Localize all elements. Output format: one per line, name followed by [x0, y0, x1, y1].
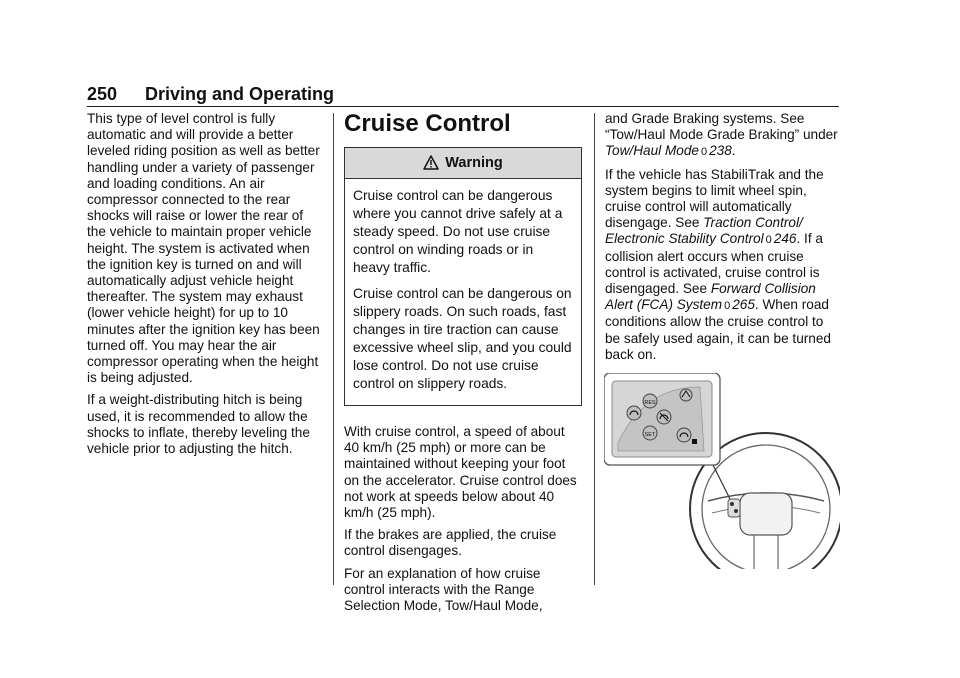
warning-header	[345, 148, 581, 179]
column-divider	[333, 113, 334, 585]
page-ref[interactable]: 246	[773, 231, 797, 247]
page-ref-icon: 0	[765, 234, 772, 247]
link-tow-haul-mode[interactable]: Tow/Haul Mode	[605, 143, 699, 159]
paragraph: For an explanation of how cruise control interacts with the Range Selection Mode, Tow/Haul Mode,	[344, 565, 543, 614]
paragraph: If the brakes are applied, the cruise control disengages.	[344, 527, 557, 559]
section-title: Driving and Operating	[145, 84, 335, 104]
link-forward-collision-alert[interactable]: Forward Collision Alert (FCA) System	[605, 281, 816, 313]
page-number: 250	[87, 84, 118, 104]
cancel-button	[657, 410, 671, 424]
page-ref[interactable]: 265	[732, 297, 755, 313]
res-label: RES	[644, 400, 656, 406]
column-divider	[594, 113, 595, 585]
paragraph: With cruise control, a speed of about 40 km/h (25 mph) or more can be maintained without keeping your foot on the accelerator. Cruise control does not work at speeds below about 40 km/h (25 mph).	[344, 424, 577, 521]
warning-box	[344, 147, 582, 406]
warning-paragraph: Cruise control can be dangerous on slippery roads. On such roads, fast changes in tire traction can cause excessive wheel slip, and you could lose control. Do not use cruise control on slippery roads.	[353, 286, 572, 391]
following-gap-button	[680, 389, 692, 401]
steering-wheel-svg	[604, 373, 840, 569]
warning-paragraph: Cruise control can be dangerous where you cannot drive safely at a steady speed. Do not use cruise control on winding roads or in heavy traffic.	[353, 188, 563, 275]
cruise-control-heading: Cruise Control	[344, 110, 511, 137]
steering-wheel-illustration	[604, 373, 840, 569]
page-ref[interactable]: 238	[709, 143, 732, 159]
paragraph: This type of level control is fully automatic and will provide a better leveled riding position as well as better handling under a variety of passenger and loading conditions. An air compressor connected to the rear shocks will raise or lower the rear of the vehicle to maintain proper vehicle height. The system is activated when the ignition key is turned on and will automatically adjust vehicle height thereafter. The system may exhaust (lower vehicle height) for up to 10 minutes after the ignition key has been turned off. You may hear the air compressor operating when the height is being adjusted.	[87, 111, 320, 386]
column-middle	[344, 111, 582, 620]
link-traction-control[interactable]: Traction Control/ Electronic Stability Control	[605, 215, 803, 247]
page-ref-icon: 0	[724, 300, 731, 313]
set-button	[643, 426, 657, 440]
warning-icon	[423, 155, 439, 171]
page-ref-icon: 0	[700, 146, 708, 159]
cruise-on-button	[627, 406, 641, 420]
paragraph: If a weight-distributing hitch is being used, it is recommended to allow the shocks to inflate, thereby leveling the vehicle prior to adjusting the hitch.	[87, 392, 310, 457]
warning-title: Warning	[445, 154, 503, 171]
res-button	[643, 394, 657, 408]
column-right	[605, 111, 841, 369]
warning-body	[345, 179, 581, 405]
paragraph: If the vehicle has StabiliTrak and the system begins to limit wheel spin, cruise control will automatically disengage. See Traction Control/ Electronic Stability Control 0 246. If a collision alert occurs when cruise control is activated, cruise control is disengaged. See Forward Collision Alert (FCA) System 0 265. When road conditions allow the cruise control to be safely used again, it can be turned back on.	[605, 166, 831, 362]
page-header	[87, 84, 839, 107]
paragraph: and Grade Braking systems. See “Tow/Haul Mode Grade Braking” under Tow/Haul Mode 0 238.	[605, 111, 838, 159]
column-left	[87, 111, 325, 463]
set-label: SET	[644, 432, 656, 438]
